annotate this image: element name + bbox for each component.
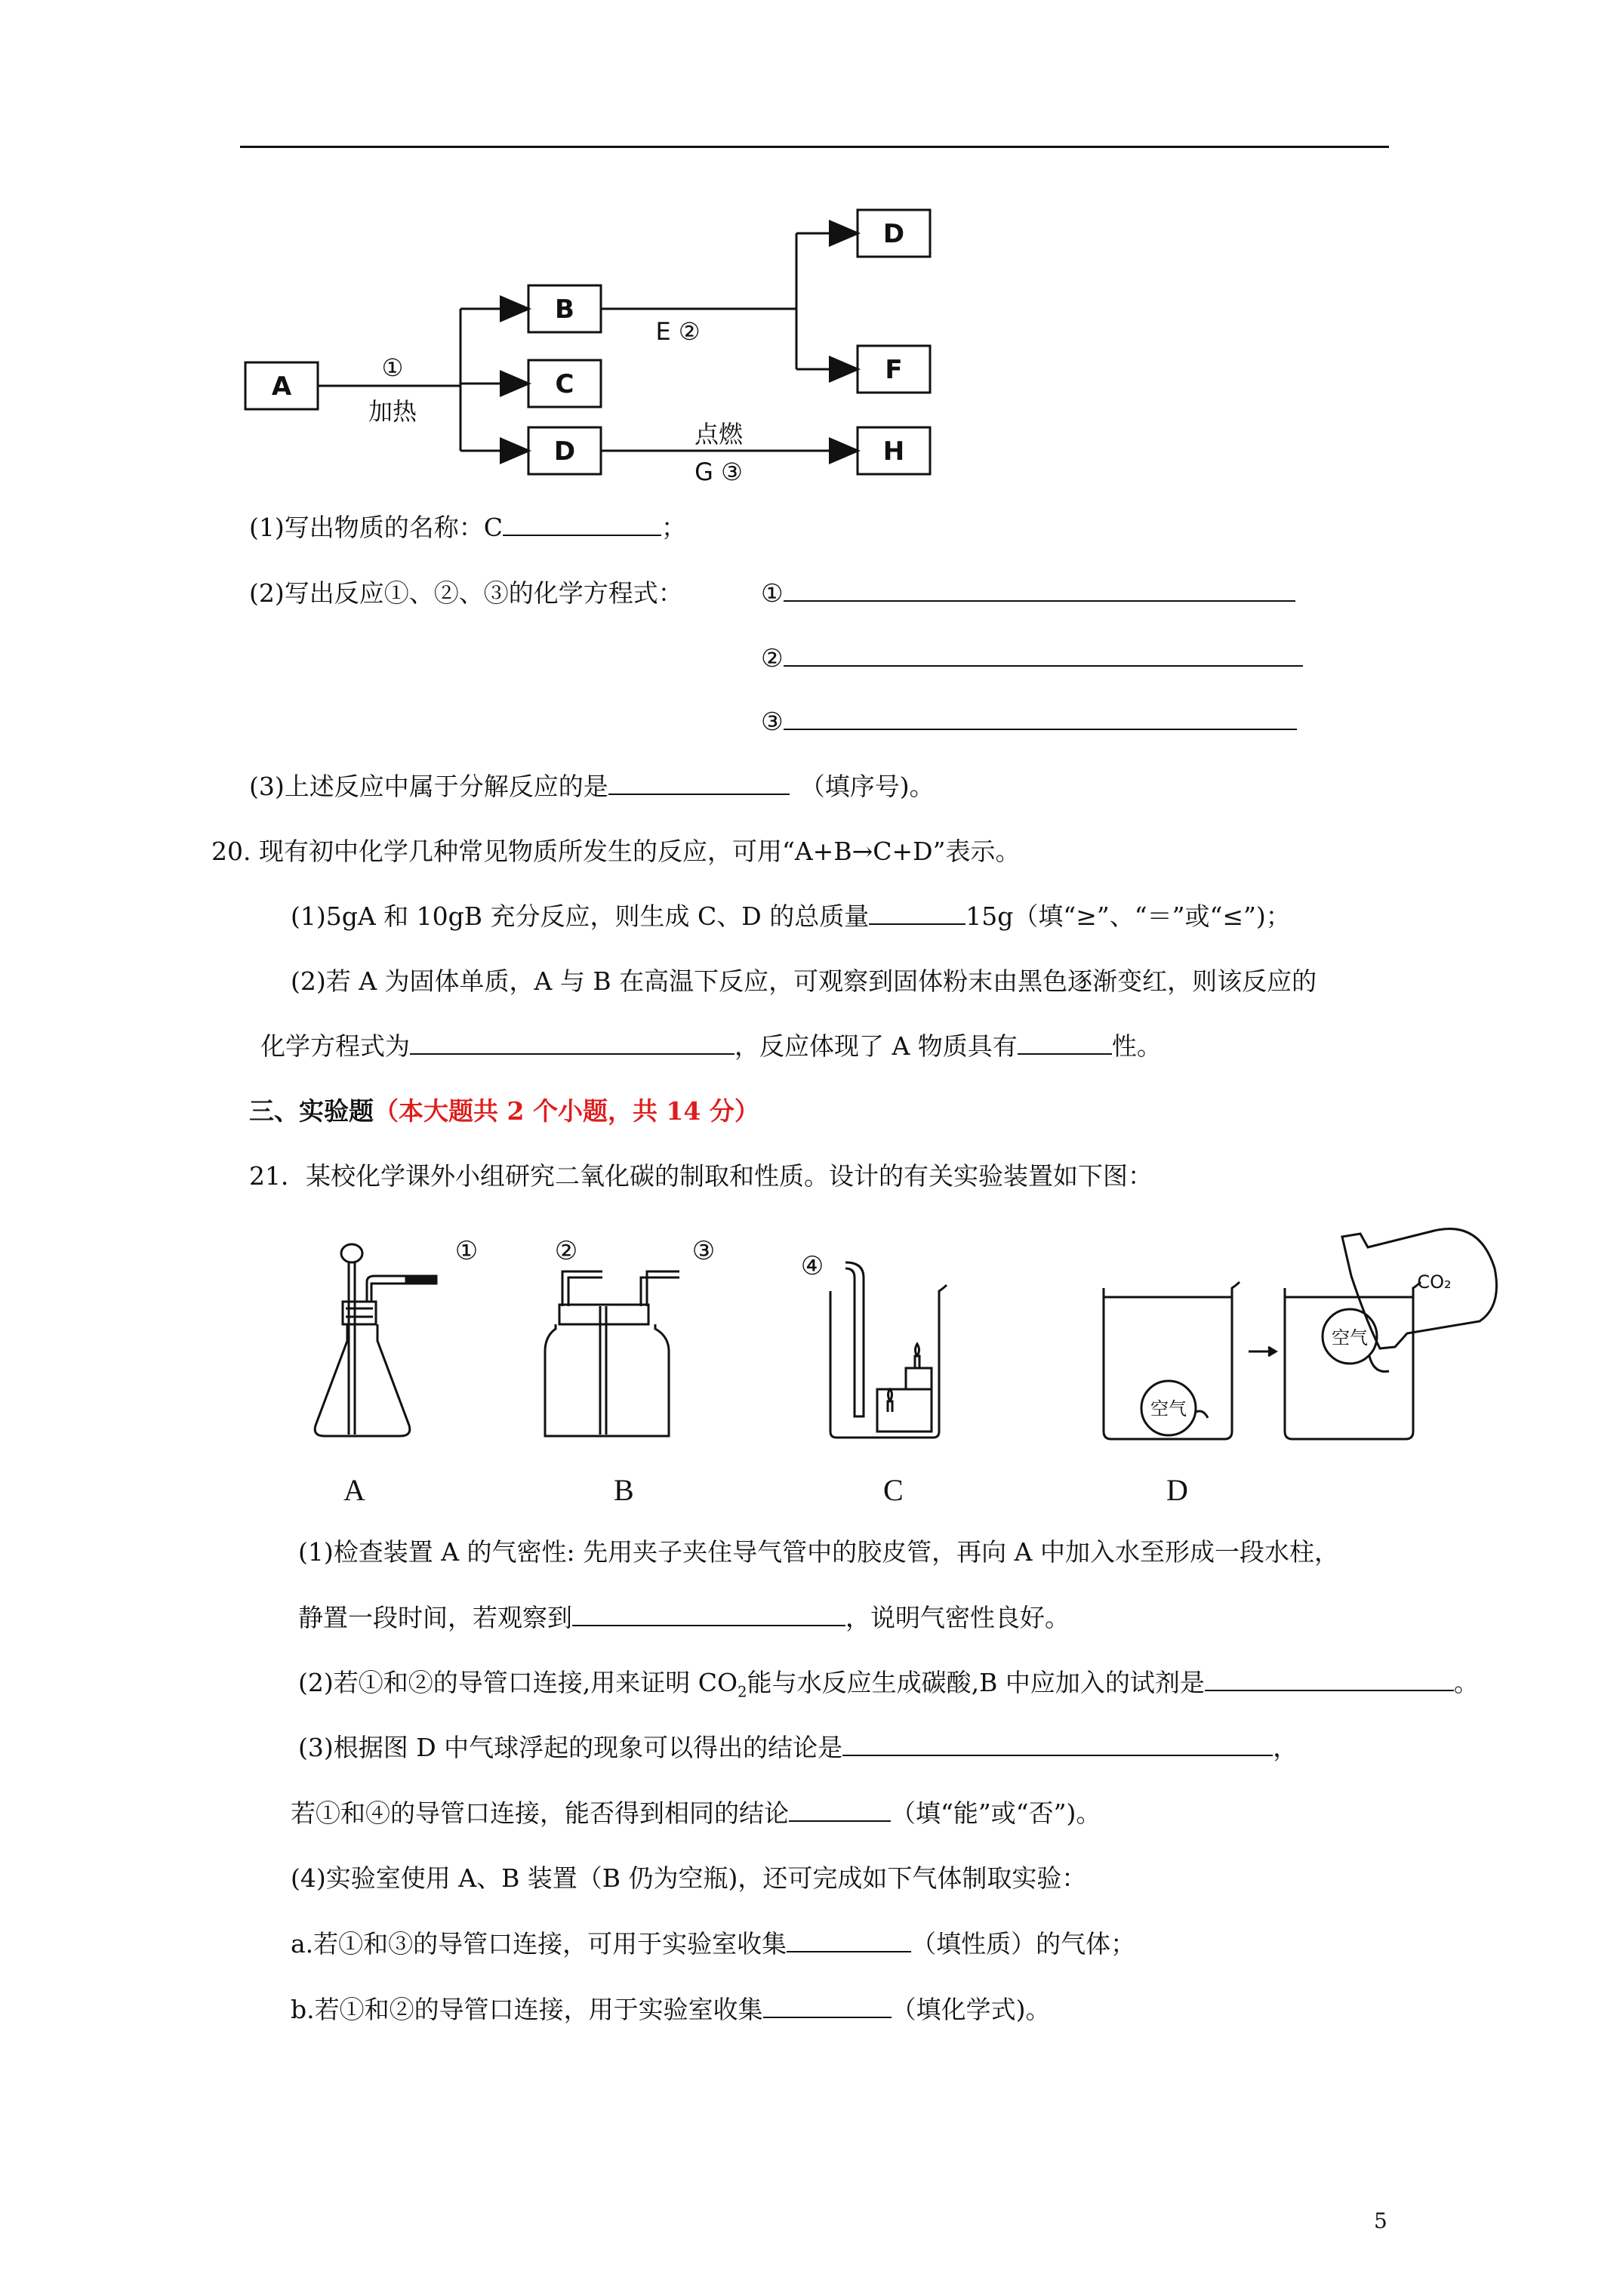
q19-p3-blank[interactable] (608, 771, 790, 795)
mark-4: ④ (800, 1251, 824, 1281)
label-ignite: 点燃 (694, 420, 744, 448)
fig-label-c: C (883, 1473, 904, 1507)
reaction-flow-diagram (242, 204, 951, 491)
q20-p2-blank-eq[interactable] (410, 1031, 735, 1055)
q21-p3-d: （填“能”或“否”)。 (891, 1798, 1101, 1828)
q19-p3-text: (3)上述反应中属于分解反应的是 (249, 772, 608, 801)
q20-part2: (2)若 A 为固体单质，A 与 B 在高温下反应，可观察到固体粉末由黑色逐渐变红，则该反应的 (291, 966, 1317, 996)
q21-p2-a: (2)若①和②的导管口连接,用来证明 CO (298, 1668, 738, 1697)
q21-pa-b: （填性质）的气体； (911, 1929, 1136, 1959)
q21-p2-b: 能与水反应生成碳酸,B 中应加入的试剂是 (747, 1668, 1205, 1697)
label-g3: G ③ (694, 458, 743, 486)
q20-part2-cont (260, 1030, 1162, 1063)
label-e2: E ② (655, 317, 701, 346)
fig-label-a: A (343, 1473, 365, 1507)
q21-pb-a: b.若①和②的导管口连接，用于实验室收集 (291, 1995, 763, 2024)
q20-p2-blank-prop[interactable] (1018, 1031, 1112, 1055)
label-reaction-1: ① (381, 353, 404, 382)
q19-part3 (249, 770, 935, 803)
q21-stem: 21．某校化学课外小组研究二氧化碳的制取和性质。设计的有关实验装置如下图： (249, 1161, 1153, 1191)
q19-part2 (249, 577, 683, 610)
q21-p1-b: 静置一段时间，若观察到 (298, 1603, 572, 1632)
q19-eq2-mark: ② (761, 643, 784, 673)
fig-label-b: B (614, 1473, 634, 1507)
q19-p1-blank[interactable] (503, 512, 661, 536)
q21-p3-a: (3)根据图 D 中气球浮起的现象可以得出的结论是 (298, 1733, 843, 1762)
q20-p2-b: 化学方程式为 (260, 1031, 410, 1061)
q21-part3 (298, 1731, 1298, 1764)
apparatus-c-beaker (830, 1262, 947, 1438)
q21-pb-b: （填化学式)。 (891, 1995, 1051, 2024)
co2-label: CO₂ (1417, 1271, 1452, 1293)
page-number: 5 (1374, 2208, 1387, 2233)
q21-p2-blank[interactable] (1205, 1667, 1454, 1691)
q21-p1-c: ，说明气密性良好。 (845, 1603, 1070, 1632)
node-b: B (555, 294, 574, 325)
q21-p3-c: 若①和④的导管口连接，能否得到相同的结论 (291, 1798, 789, 1828)
air-label-left: 空气 (1150, 1398, 1187, 1419)
q21-part-a (291, 1928, 1135, 1961)
q19-eq2 (761, 642, 1303, 675)
q20-p2-c: ，反应体现了 A 物质具有 (735, 1031, 1018, 1061)
q21-part1-cont (298, 1601, 1070, 1635)
node-a: A (271, 371, 292, 402)
section3-heading (249, 1095, 759, 1128)
apparatus-a-flask (315, 1244, 436, 1436)
node-c: C (555, 369, 574, 399)
q20-p2-d: 性。 (1111, 1031, 1162, 1061)
q21-p2-sub: 2 (738, 1683, 747, 1701)
q19-eq1-mark: ① (761, 578, 784, 608)
q19-eq3-mark: ③ (761, 707, 784, 736)
q19-part1 (249, 511, 686, 544)
mark-2: ② (554, 1236, 578, 1266)
q21-p1-blank[interactable] (572, 1602, 845, 1626)
node-f: F (885, 355, 903, 385)
q21-pa-a: a.若①和③的导管口连接，可用于实验室收集 (291, 1929, 787, 1959)
mark-3: ③ (691, 1236, 716, 1266)
q21-p3-b: ， (1273, 1733, 1298, 1762)
q20-p1-blank[interactable] (869, 901, 965, 925)
q21-p2-c: 。 (1453, 1668, 1479, 1697)
q20-part1 (291, 900, 1291, 933)
q21-pa-blank[interactable] (787, 1928, 911, 1952)
q19-eq1-blank[interactable] (784, 578, 1295, 602)
node-h: H (882, 436, 905, 467)
section3-note: （本大题共 2 个小题，共 14 分） (374, 1096, 759, 1126)
q21-p3-blank[interactable] (842, 1732, 1273, 1756)
q21-p3-blank2[interactable] (789, 1798, 891, 1822)
q19-eq3 (761, 705, 1297, 738)
q20-p1-b: 15g（填“≥”、“＝”或“≤”)； (965, 901, 1291, 931)
node-d-mid: D (553, 436, 576, 467)
q21-part1: (1)检查装置 A 的气密性: 先用夹子夹住导气管中的胶皮管，再向 A 中加入水至形成一段水柱， (298, 1537, 1339, 1567)
header-rule (240, 146, 1389, 148)
q20-p1-a: (1)5gA 和 10gB 充分反应，则生成 C、D 的总质量 (291, 901, 870, 931)
fig-label-d: D (1166, 1473, 1188, 1507)
apparatus-b-bottle (545, 1271, 679, 1436)
mark-1: ① (454, 1236, 479, 1266)
q20-stem: 20. 现有初中化学几种常见物质所发生的反应，可用“A+B→C+D”表示。 (211, 837, 1021, 866)
q21-part-b (291, 1993, 1051, 2026)
air-label-right: 空气 (1332, 1327, 1368, 1348)
section3-title: 三、实验题 (249, 1096, 374, 1126)
q21-part2 (298, 1666, 1479, 1709)
q21-part3-cont (291, 1797, 1101, 1830)
q19-p2-text: (2)写出反应①、②、③的化学方程式： (249, 578, 683, 608)
q19-p1-text: (1)写出物质的名称：C (249, 513, 503, 542)
q21-pb-blank[interactable] (763, 1994, 892, 2018)
q19-eq3-blank[interactable] (784, 706, 1297, 730)
q19-p1-end: ； (661, 513, 686, 542)
node-d-top: D (882, 219, 905, 249)
apparatus-figure (302, 1223, 1510, 1465)
label-heat: 加热 (368, 397, 417, 426)
q19-p3-end: （填序号)。 (799, 772, 935, 801)
q19-eq2-blank[interactable] (784, 643, 1303, 667)
q19-eq1 (761, 577, 1295, 610)
q21-part4: (4)实验室使用 A、B 装置（B 仍为空瓶)，还可完成如下气体制取实验： (291, 1863, 1087, 1893)
